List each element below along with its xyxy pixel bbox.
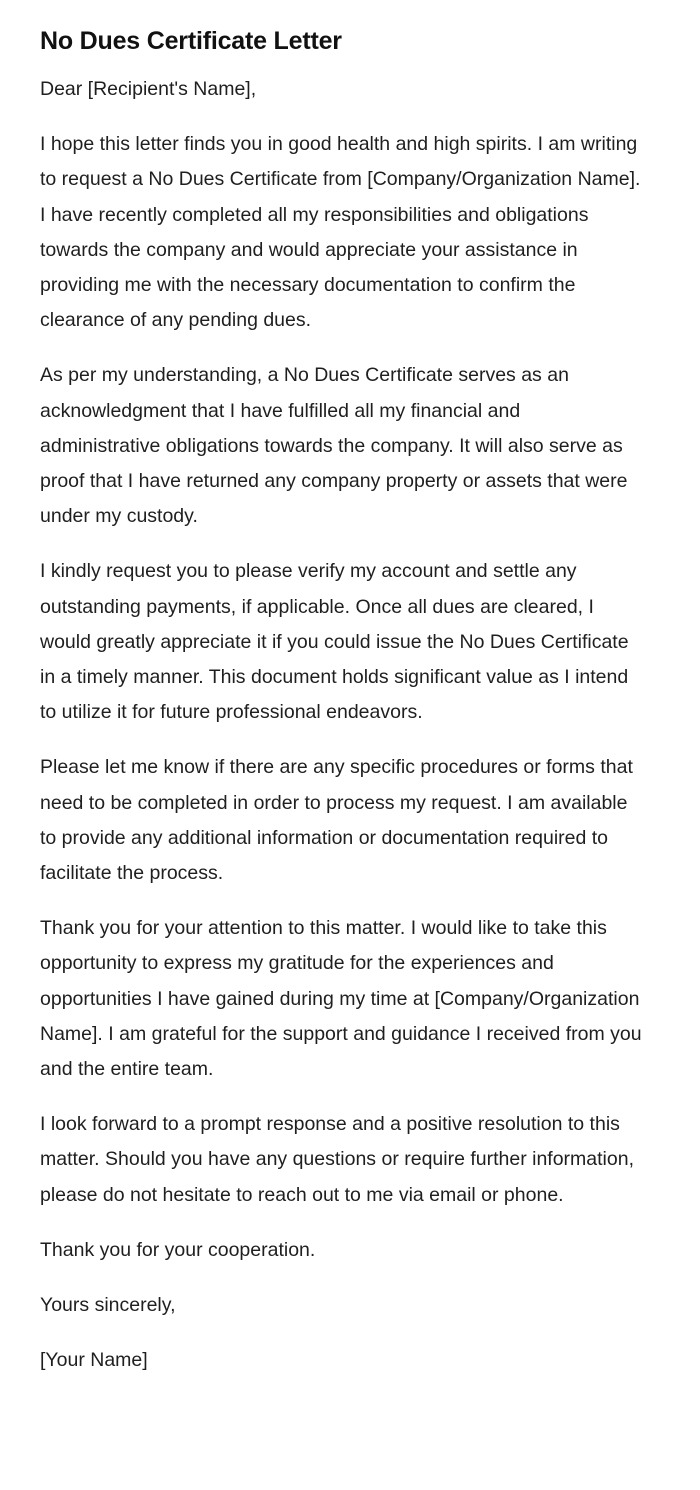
closing: Yours sincerely,: [40, 1294, 176, 1317]
paragraph-gratitude: Thank you for your attention to this matter. I would like to take this opportunity to express my gratitude for the experiences and opportunities I have gained during my time at [Company/Organization Name]. I am grateful for the support and guidance I received from you and the entire team.: [40, 917, 642, 1081]
signature: [Your Name]: [40, 1349, 148, 1372]
paragraph-response: I look forward to a prompt response and a positive resolution to this matter. Should you have any questions or require further information, please do not hesitate to reach out to me via email or phone.: [40, 1113, 634, 1206]
paragraph-procedures: Please let me know if there are any specific procedures or forms that need to be completed in order to process my request. I am available to provide any additional information or documentation required to facilitate the process.: [40, 756, 633, 885]
letter-title: No Dues Certificate Letter: [40, 27, 342, 55]
paragraph-verify: I kindly request you to please verify my account and settle any outstanding payments, if applicable. Once all dues are cleared, I would greatly appreciate it if you could issue the No Dues Certificate in a timely manner. This document holds significant value as I intend to utilize it for future professional endeavors.: [40, 560, 629, 724]
paragraph-understanding: As per my understanding, a No Dues Certificate serves as an acknowledgment that I have fulfilled all my financial and administrative obligations towards the company. It will also serve as proof that I have returned any company property or assets that were under my custody.: [40, 364, 628, 528]
salutation: Dear [Recipient's Name],: [40, 78, 257, 100]
paragraph-request: I hope this letter finds you in good health and high spirits. I am writing to request a No Dues Certificate from [Company/Organization Name]. I have recently completed all my responsibilities and obligations towards the company and would appreciate your assistance in providing me with the necessary documentation to confirm the clearance of any pending dues.: [40, 133, 641, 332]
paragraph-thanks: Thank you for your cooperation.: [40, 1238, 316, 1261]
